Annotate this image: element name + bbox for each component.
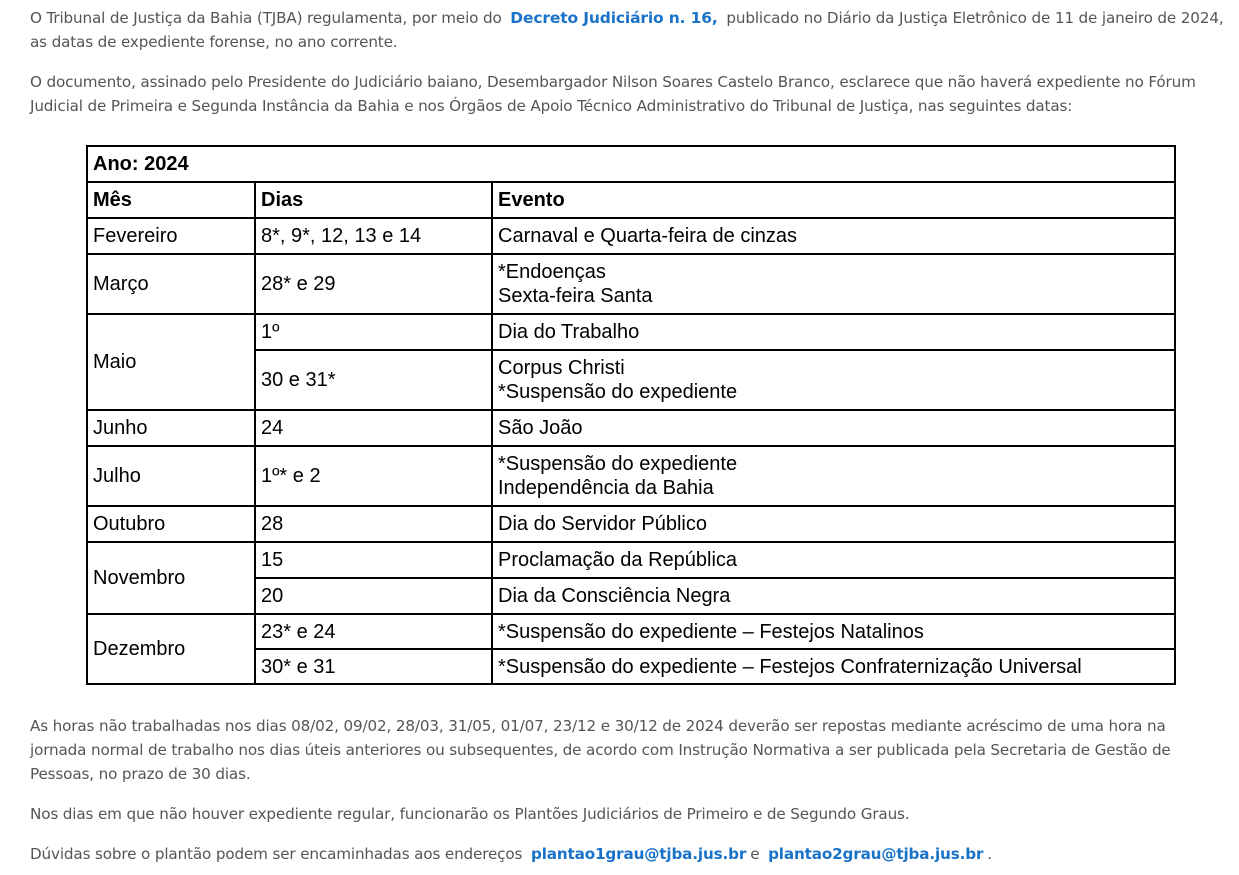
month-cell: Maio: [87, 314, 255, 410]
intro-paragraph-1: [30, 6, 1225, 54]
month-cell: Março: [87, 254, 255, 314]
intro-paragraph-2: O documento, assinado pelo Presidente do Judiciário baiano, Desembargador Nilson Soares Castelo Branco, esclarece que não haverá expediente no Fórum Judicial de Primeira e Segunda Instância da Bahia e nos Órgãos de Apoio Técnico Administrativo do Tribunal de Justiça, nas seguintes datas:: [30, 73, 1196, 115]
email-link-first-instance[interactable]: plantao1grau@tjba.jus.br: [530, 845, 747, 863]
table-row: [87, 446, 1175, 506]
contact-text: Dúvidas sobre o plantão podem ser encaminhadas aos endereços: [30, 845, 523, 863]
month-cell: Fevereiro: [87, 218, 255, 254]
table-row: [87, 614, 1175, 649]
event-cell: São João: [492, 410, 1175, 446]
month-cell: Dezembro: [87, 614, 255, 684]
event-cell: Proclamação da República: [492, 542, 1175, 578]
month-cell: Novembro: [87, 542, 255, 614]
event-line: Corpus Christi: [498, 357, 625, 379]
event-cell: [492, 254, 1175, 314]
event-cell: Dia do Servidor Público: [492, 506, 1175, 542]
outro-paragraph-2: Nos dias em que não houver expediente regular, funcionarão os Plantões Judiciários de Primeiro e de Segundo Graus.: [30, 805, 910, 823]
event-cell: [492, 446, 1175, 506]
event-line: *Suspensão do expediente: [498, 453, 738, 475]
table-row: [87, 254, 1175, 314]
days-cell: 28* e 29: [255, 254, 492, 314]
header-event: Evento: [492, 182, 1175, 218]
event-line: Sexta-feira Santa: [498, 285, 653, 307]
contact-conjunction: e: [750, 845, 760, 863]
table-year-row: [87, 146, 1175, 182]
event-cell: *Suspensão do expediente – Festejos Confraternização Universal: [492, 649, 1175, 684]
days-cell: 15: [255, 542, 492, 578]
table-header-row: [87, 182, 1175, 218]
intro-text-continued: publicado no Diário da Justiça Eletrônico de 11 de janeiro de 2024, as datas de expediente forense, no ano corrente.: [30, 9, 1224, 51]
month-cell: Outubro: [87, 506, 255, 542]
days-cell: 1º* e 2: [255, 446, 492, 506]
holiday-table: [86, 145, 1176, 685]
outro-paragraph-1: As horas não trabalhadas nos dias 08/02, 09/02, 28/03, 31/05, 01/07, 23/12 e 30/12 de 2024 deverão ser repostas mediante acréscimo de uma hora na jornada normal de trabalho nos dias úteis anteriores ou subsequentes, de acordo com Instrução Normativa a ser publicada pela Secretaria de Gestão de Pessoas, no prazo de 30 dias.: [30, 717, 1171, 783]
holiday-table-image: [86, 145, 1174, 683]
days-cell: 30 e 31*: [255, 350, 492, 410]
event-line: *Suspensão do expediente: [498, 381, 738, 403]
decree-link[interactable]: Decreto Judiciário n. 16,: [510, 9, 718, 27]
table-row: [87, 218, 1175, 254]
days-cell: 24: [255, 410, 492, 446]
days-cell: 8*, 9*, 12, 13 e 14: [255, 218, 492, 254]
email-link-second-instance[interactable]: plantao2grau@tjba.jus.br: [768, 845, 984, 863]
days-cell: 28: [255, 506, 492, 542]
days-cell: 20: [255, 578, 492, 614]
days-cell: 30* e 31: [255, 649, 492, 684]
contact-period: .: [987, 845, 992, 863]
table-row: [87, 410, 1175, 446]
year-label: Ano: 2024: [87, 146, 1175, 182]
month-cell: Junho: [87, 410, 255, 446]
header-days: Dias: [255, 182, 492, 218]
event-line: Independência da Bahia: [498, 477, 714, 499]
event-cell: Dia do Trabalho: [492, 314, 1175, 350]
contact-paragraph: [30, 842, 1225, 866]
event-cell: *Suspensão do expediente – Festejos Natalinos: [492, 614, 1175, 649]
month-cell: Julho: [87, 446, 255, 506]
event-cell: [492, 350, 1175, 410]
table-row: [87, 542, 1175, 578]
days-cell: 1º: [255, 314, 492, 350]
header-month: Mês: [87, 182, 255, 218]
event-line: *Endoenças: [498, 261, 606, 283]
intro-text: O Tribunal de Justiça da Bahia (TJBA) regulamenta, por meio do: [30, 9, 502, 27]
table-row: [87, 314, 1175, 350]
table-row: [87, 506, 1175, 542]
event-cell: Dia da Consciência Negra: [492, 578, 1175, 614]
event-cell: Carnaval e Quarta-feira de cinzas: [492, 218, 1175, 254]
days-cell: 23* e 24: [255, 614, 492, 649]
